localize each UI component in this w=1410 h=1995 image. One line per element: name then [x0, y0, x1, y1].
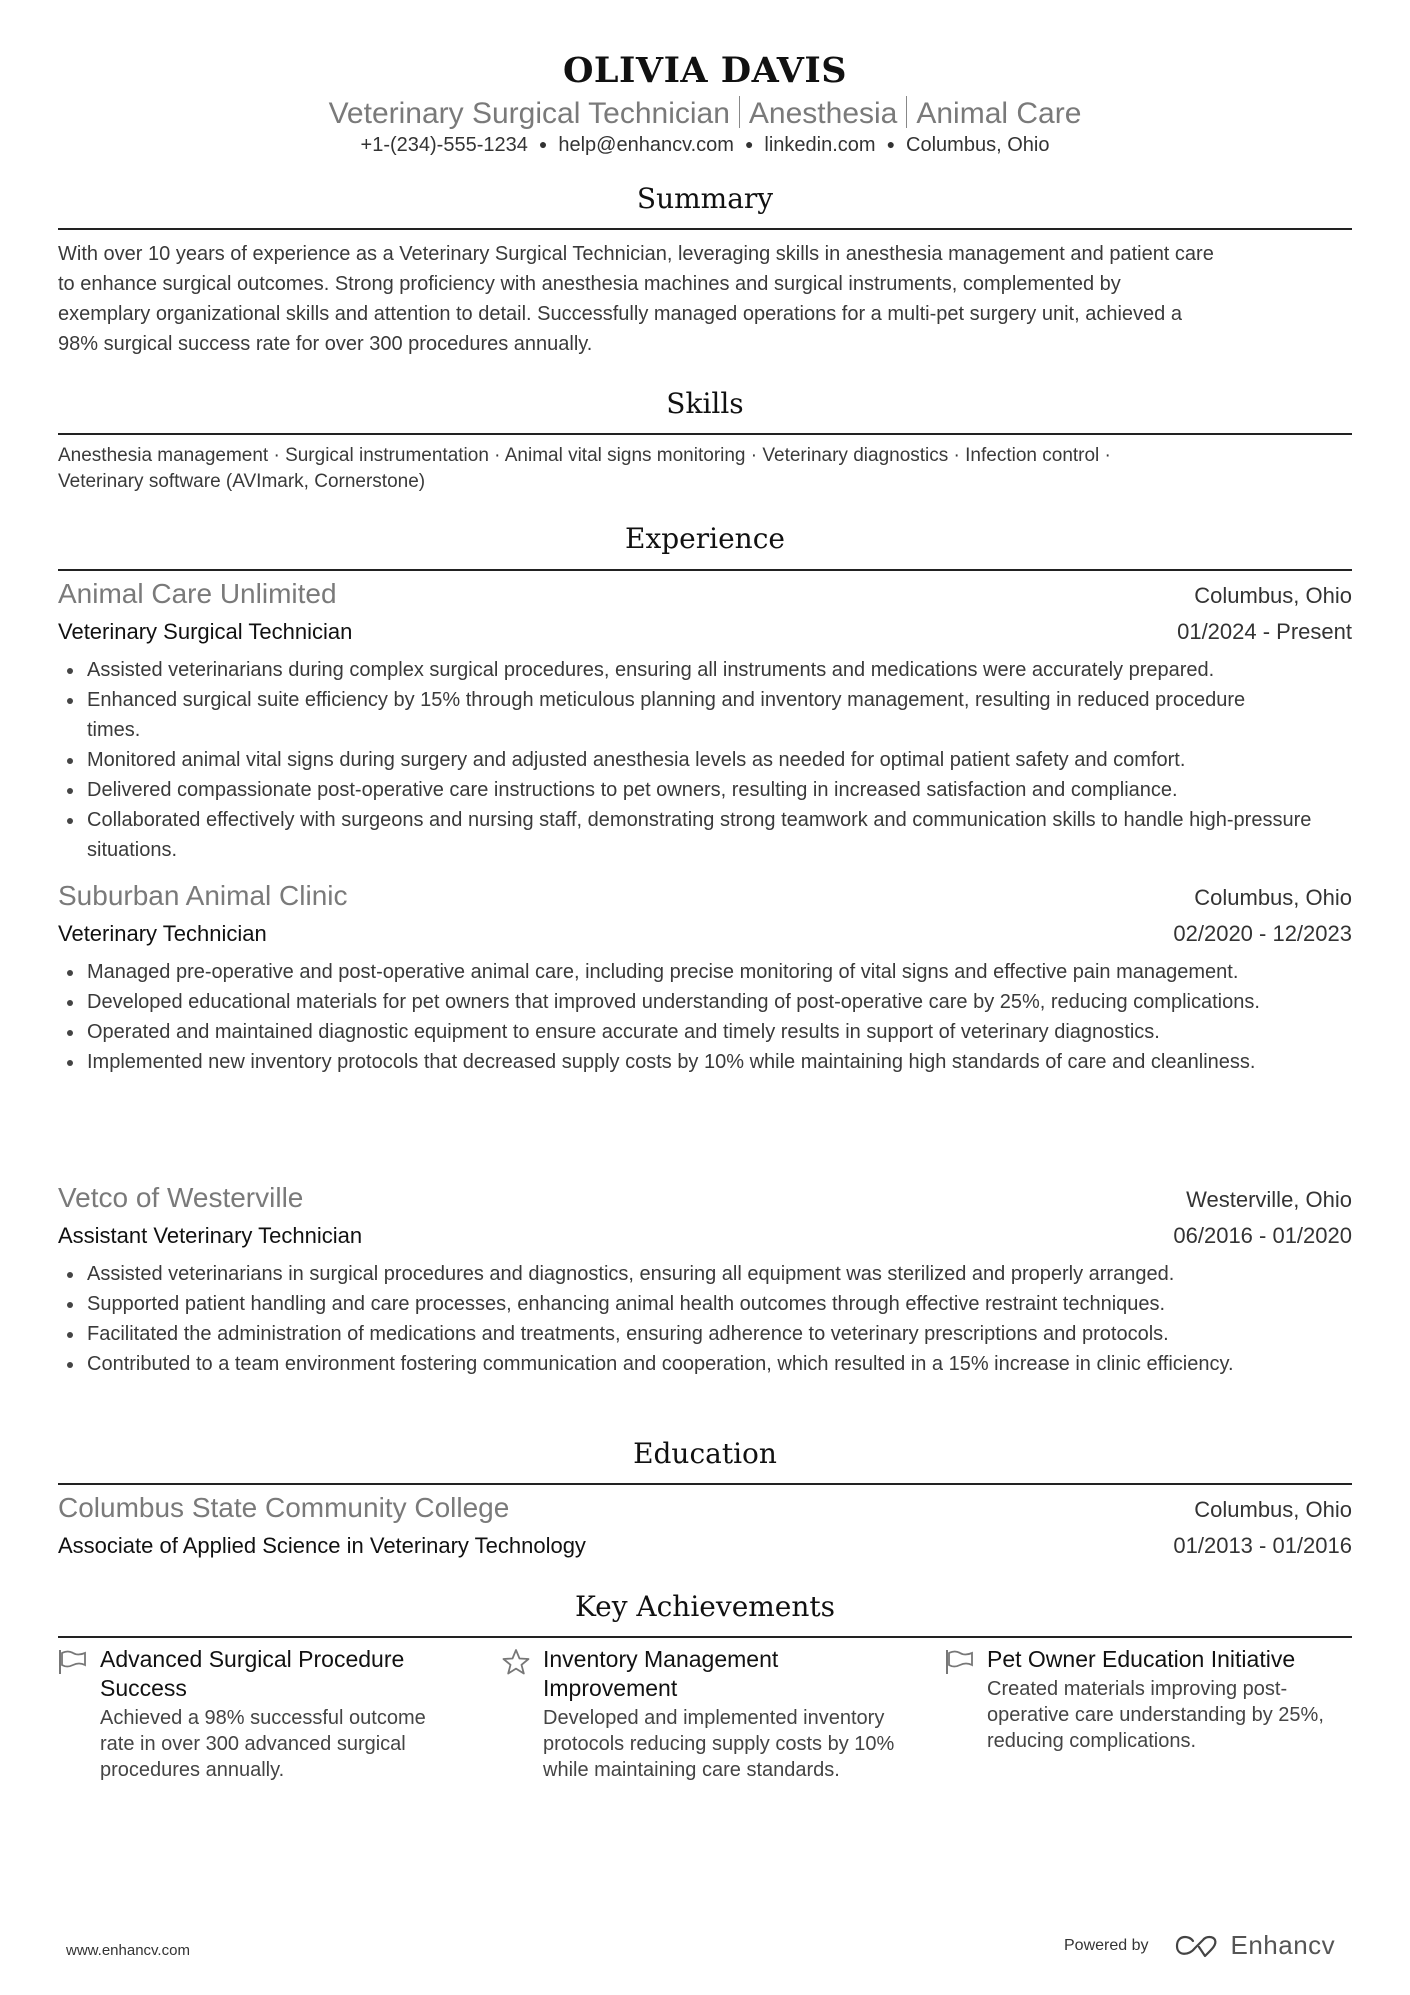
job-header [58, 880, 1352, 912]
contact-location: Columbus, Ohio [906, 134, 1050, 156]
summary-text [58, 239, 1352, 359]
section-divider [58, 228, 1352, 230]
job-bullets [58, 1259, 1352, 1379]
section-divider [58, 569, 1352, 571]
job-header [58, 578, 1352, 610]
achievement-description: Developed and implemented inventory protocols reducing supply costs by 10% while maintaining care standards. [543, 1707, 895, 1781]
bullet-separator: ● [886, 136, 896, 152]
school-name: Columbus State Community College [58, 1492, 510, 1523]
bullet-item: Managed pre-operative and post-operative animal care, including precise monitoring of vital signs and effective pain management. [58, 957, 1288, 987]
summary-line: to enhance surgical outcomes. Strong proficiency with anesthesia machines and surgical instruments, complemented by [58, 273, 1121, 295]
section-heading-skills: Skills [666, 387, 744, 420]
headline-title: Veterinary Surgical Technician [328, 97, 730, 130]
headline [58, 96, 1352, 131]
education-subheader [58, 1533, 1352, 1559]
job-subheader [58, 1223, 1352, 1249]
bullet-separator: ● [744, 136, 754, 152]
summary-line: 98% surgical success rate for over 300 procedures annually. [58, 333, 593, 355]
headline-specialty-2: Animal Care [916, 97, 1082, 130]
school-location: Columbus, Ohio [1194, 1497, 1352, 1522]
section-heading-achievements: Key Achievements [574, 1590, 836, 1623]
education-header [58, 1492, 1352, 1524]
section-divider [58, 433, 1352, 435]
footer-website-link[interactable]: www.enhancv.com [66, 1942, 190, 1959]
job-subheader [58, 921, 1352, 947]
bullet-item: Assisted veterinarians during complex surgical procedures, ensuring all instruments and medications were accurately prepared. [58, 655, 1352, 685]
company-name: Suburban Animal Clinic [58, 880, 348, 911]
bullet-item: Supported patient handling and care processes, enhancing animal health outcomes through effective restraint techniques. [58, 1289, 1352, 1319]
job-bullets [58, 957, 1352, 1077]
summary-line: With over 10 years of experience as a Veterinary Surgical Technician, leveraging skills in anesthesia management and patient care [58, 243, 1214, 265]
section-heading-summary: Summary [636, 182, 774, 215]
job-title: Veterinary Technician [58, 921, 267, 946]
bullet-item: Enhanced surgical suite efficiency by 15% through meticulous planning and inventory management, resulting in reduced procedure times. [58, 685, 1298, 745]
contact-linkedin[interactable]: linkedin.com [764, 134, 876, 156]
achievement-item [945, 1645, 1345, 1754]
achievement-title: Advanced Surgical Procedure Success [100, 1646, 405, 1701]
job-bullets [58, 655, 1352, 865]
bullet-item: Collaborated effectively with surgeons and nursing staff, demonstrating strong teamwork and communication skills to handle high-pressure situations. [58, 805, 1348, 865]
job-location: Westerville, Ohio [1186, 1187, 1352, 1212]
flag-icon [945, 1649, 975, 1675]
bullet-item: Delivered compassionate post-operative care instructions to pet owners, resulting in increased satisfaction and compliance. [58, 775, 1352, 805]
bullet-item: Contributed to a team environment fostering communication and cooperation, which resulted in a 15% increase in clinic efficiency. [58, 1349, 1308, 1379]
achievement-title: Inventory Management Improvement [543, 1646, 779, 1701]
contact-info [58, 134, 1352, 157]
section-divider [58, 1636, 1352, 1638]
enhancv-logo-icon [1173, 1933, 1221, 1959]
job-title: Veterinary Surgical Technician [58, 619, 353, 644]
job-dates: 06/2016 - 01/2020 [1173, 1223, 1352, 1248]
separator [906, 96, 907, 128]
section-heading-experience: Experience [625, 522, 785, 555]
contact-phone: +1-(234)-555-1234 [360, 134, 528, 156]
headline-specialty-1: Anesthesia [748, 97, 898, 130]
skills-line: Veterinary software (AVImark, Cornerstone) [58, 471, 426, 492]
degree: Associate of Applied Science in Veterinary Technology [58, 1533, 586, 1558]
job-location: Columbus, Ohio [1194, 583, 1352, 608]
enhancv-brand: Enhancv [1230, 1930, 1336, 1960]
separator [739, 96, 740, 128]
company-name: Animal Care Unlimited [58, 578, 337, 609]
powered-by-label: Powered by [1064, 1936, 1149, 1954]
candidate-name: OLIVIA DAVIS [562, 50, 848, 91]
achievement-title: Pet Owner Education Initiative [987, 1646, 1296, 1672]
summary-line: exemplary organizational skills and attention to detail. Successfully managed operations for a multi-pet surgery unit, achieved a [58, 303, 1182, 325]
flag-icon [58, 1649, 88, 1675]
bullet-item: Developed educational materials for pet owners that improved understanding of post-operative care by 25%, reducing complications. [58, 987, 1298, 1017]
bullet-item: Assisted veterinarians in surgical procedures and diagnostics, ensuring all equipment was sterilized and properly arranged. [58, 1259, 1352, 1289]
section-heading-education: Education [633, 1437, 777, 1470]
company-name: Vetco of Westerville [58, 1182, 304, 1213]
job-subheader [58, 619, 1352, 645]
contact-email[interactable]: help@enhancv.com [558, 134, 734, 156]
bullet-item: Operated and maintained diagnostic equipment to ensure accurate and timely results in support of veterinary diagnostics. [58, 1017, 1352, 1047]
skills-list [58, 443, 1352, 495]
footer-branding[interactable] [1064, 1930, 1335, 1961]
achievement-item [501, 1645, 901, 1783]
job-dates: 02/2020 - 12/2023 [1173, 921, 1352, 946]
section-divider [58, 1483, 1352, 1485]
achievement-description: Created materials improving post-operative care understanding by 25%, reducing complications. [987, 1678, 1324, 1752]
job-dates: 01/2024 - Present [1177, 619, 1352, 644]
bullet-separator: ● [538, 136, 548, 152]
job-header [58, 1182, 1352, 1214]
star-icon [501, 1649, 531, 1675]
education-dates: 01/2013 - 01/2016 [1173, 1533, 1352, 1558]
job-title: Assistant Veterinary Technician [58, 1223, 363, 1248]
bullet-item: Implemented new inventory protocols that decreased supply costs by 10% while maintaining high standards of care and cleanliness. [58, 1047, 1308, 1077]
bullet-item: Monitored animal vital signs during surgery and adjusted anesthesia levels as needed for optimal patient safety and comfort. [58, 745, 1352, 775]
achievement-item [58, 1645, 458, 1783]
job-location: Columbus, Ohio [1194, 885, 1352, 910]
skills-line: Anesthesia management · Surgical instrumentation · Animal vital signs monitoring · Veterinary diagnostics · Infection control · [58, 445, 1111, 466]
achievement-description: Achieved a 98% successful outcome rate in over 300 advanced surgical procedures annually. [100, 1707, 426, 1781]
bullet-item: Facilitated the administration of medications and treatments, ensuring adherence to veterinary prescriptions and protocols. [58, 1319, 1352, 1349]
